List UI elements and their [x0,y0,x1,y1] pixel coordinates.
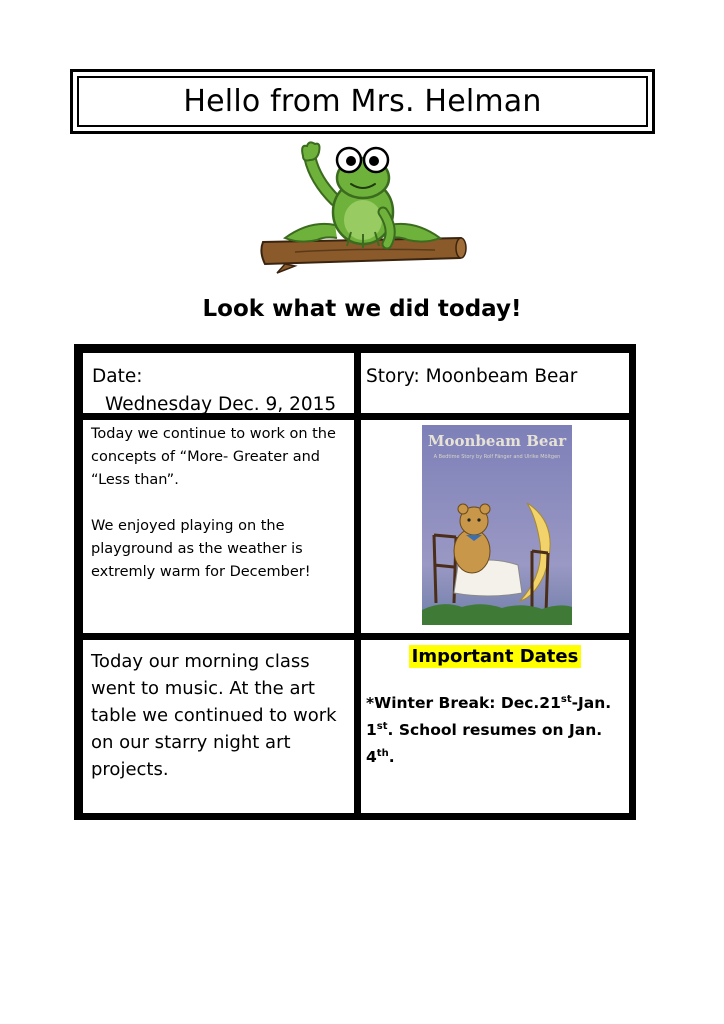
notes-paragraph-1: Today we continue to work on the concepts of “More- Greater and “Less than”. [91,426,336,488]
book-cover-text [422,425,572,625]
section-heading: Look what we did today! [202,296,522,322]
book-title: Moonbeam Bear [427,432,567,450]
dates-line-d: . [388,748,395,766]
book-cell [360,419,630,634]
important-dates-heading-wrap [361,646,629,667]
frog-on-log-illustration [255,140,470,275]
book-subtitle: A Bedtime Story by Rolf Fänger and Ulrike Möltgen [433,454,561,460]
music-cell [82,639,355,814]
activity-table [74,344,636,820]
important-dates-heading: Important Dates [409,645,582,668]
important-dates-text [366,690,624,771]
dates-line-b: -Jan. 1 [366,694,612,739]
dates-sup-b: st [376,720,388,732]
date-label: Date: [92,366,143,387]
important-dates-cell [360,639,630,814]
frog-icon [285,142,440,248]
story-cell [360,352,630,414]
notes-cell [82,419,355,634]
dates-sup-c: th [376,747,389,759]
date-cell [82,352,355,414]
title-frame [70,69,655,134]
music-text [91,648,353,783]
dates-line-a: *Winter Break: Dec.21 [366,694,561,712]
date-value: Wednesday Dec. 9, 2015 [105,394,337,415]
title-inner-frame [77,76,648,127]
notes-text [91,423,349,584]
notes-paragraph-2: We enjoyed playing on the playground as the weather is extremly warm for December! [91,518,311,580]
page-title: Hello from Mrs. Helman [183,84,542,119]
dates-sup-a: st [560,693,572,705]
dates-line-c: . School resumes on Jan. 4 [366,721,603,766]
story-title: Story: Moonbeam Bear [366,366,578,387]
music-paragraph: Today our morning class went to music. At the art table we continued to work on our starry night art projects. [91,651,337,780]
